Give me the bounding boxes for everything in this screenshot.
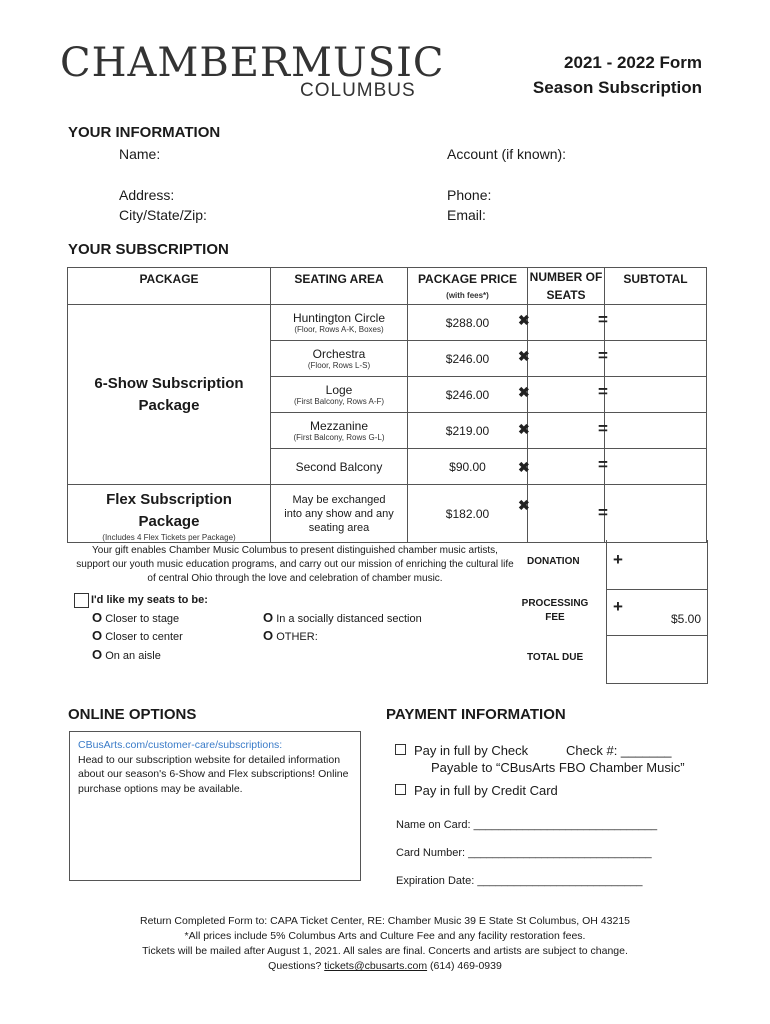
seats-cell[interactable] (528, 485, 605, 543)
checkbox-icon[interactable] (395, 784, 406, 795)
card-number-field[interactable]: Card Number: ______________________________ (396, 847, 652, 859)
subscription-link[interactable]: CBusArts.com/customer-care/subscriptions: (78, 739, 283, 751)
seating-area-note: (First Balcony, Rows G-L) (293, 433, 385, 442)
online-box (69, 731, 361, 881)
header-subtotal: SUBTOTAL (605, 268, 707, 305)
price-cell: $246.00 (408, 377, 528, 413)
seating-area-name: Loge (325, 383, 353, 397)
pref-closer-stage[interactable]: O Closer to stage (92, 610, 180, 625)
plus-icon: + (613, 550, 623, 569)
header-package: PACKAGE (68, 268, 271, 305)
header-seating: SEATING AREA (271, 268, 408, 305)
form-title-line1: 2021 - 2022 Form (564, 53, 702, 72)
pref-option-label: Closer to center (105, 631, 183, 643)
times-icon: ✖ (518, 459, 530, 475)
equals-icon: = (598, 419, 608, 438)
subtotal-cell[interactable] (605, 413, 707, 449)
city-label: City/State/Zip: (119, 207, 207, 223)
seat-pref-label: I'd like my seats to be: (91, 594, 208, 606)
seating-area-cell (271, 305, 408, 341)
times-icon: ✖ (518, 312, 530, 328)
six-show-line1: 6-Show Subscription (94, 374, 244, 392)
flex-line2: Package (138, 513, 200, 530)
flex-note: (Includes 4 Flex Tickets per Package) (102, 533, 236, 542)
subscription-heading: YOUR SUBSCRIPTION (68, 241, 229, 258)
seating-area-name: Mezzanine (309, 419, 369, 433)
flex-area: May be exchanged into any show and any seating area (271, 485, 408, 543)
online-heading: ONLINE OPTIONS (68, 706, 197, 723)
logo-subtitle: COLUMBUS (300, 80, 416, 101)
seats-cell[interactable] (528, 341, 605, 377)
seats-cell[interactable] (528, 449, 605, 485)
checkbox-icon[interactable] (395, 744, 406, 755)
six-show-line2: Package (138, 396, 200, 414)
seating-area-note: (First Balcony, Rows A-F) (293, 397, 385, 406)
seating-area-cell (271, 449, 408, 485)
seats-cell[interactable] (528, 413, 605, 449)
online-text: Head to our subscription website for detailed information about our season's 6-Show and Flex subscriptions! Online purchase options may be available. (78, 753, 349, 795)
footer-return: Return Completed Form to: CAPA Ticket Center, RE: Chamber Music 39 E State St Columbus, OH 43215 (139, 915, 630, 927)
pref-aisle[interactable]: O On an aisle (92, 647, 161, 662)
subscription-table (67, 267, 707, 543)
equals-icon: = (598, 455, 608, 474)
address-label: Address: (119, 187, 175, 203)
price-cell: $246.00 (408, 341, 528, 377)
header-price-label: PACKAGE PRICE (417, 272, 518, 286)
pay-card-option[interactable] (395, 783, 558, 798)
footer-contact (0, 959, 770, 974)
seating-area-name: Huntington Circle (292, 311, 386, 325)
footer-email[interactable]: tickets@cbusarts.com (324, 960, 428, 972)
pref-closer-center[interactable]: O Closer to center (92, 628, 183, 643)
gift-text: Your gift enables Chamber Music Columbus to present distinguished chamber music artists, support our youth music education programs, and carry out our mission of enriching the cultural life of central Ohio through the love and celebration of chamber music. (76, 545, 514, 584)
pref-option-label: Closer to stage (105, 613, 180, 625)
equals-icon: = (598, 346, 608, 365)
subtotal-cell[interactable] (605, 377, 707, 413)
total-due-label: TOTAL DUE (527, 652, 584, 663)
seating-area-note: (Floor, Rows A-K, Boxes) (294, 325, 384, 334)
name-label: Name: (119, 146, 161, 162)
footer-tickets: Tickets will be mailed after August 1, 2021. All sales are final. Concerts and artists are subject to change. (142, 945, 628, 957)
seats-cell[interactable] (528, 377, 605, 413)
pref-option-label: OTHER: (276, 631, 318, 643)
processing-fee-label: PROCESSING FEE (521, 598, 589, 623)
times-icon: ✖ (518, 348, 530, 364)
times-icon: ✖ (518, 497, 530, 513)
subtotal-cell[interactable] (605, 341, 707, 377)
logo: CHAMBERMUSIC (60, 40, 445, 86)
payment-heading: PAYMENT INFORMATION (386, 706, 566, 723)
header-price-note: (with fees*) (446, 291, 489, 300)
seating-area-cell (271, 377, 408, 413)
footer (0, 914, 770, 974)
seating-area-cell (271, 413, 408, 449)
flex-price: $182.00 (408, 485, 528, 543)
footer-questions: Questions? (268, 960, 322, 972)
subtotal-cell[interactable] (605, 449, 707, 485)
seat-pref-checkbox[interactable] (74, 593, 89, 608)
flex-package (68, 485, 271, 543)
pref-distanced[interactable]: O In a socially distanced section (263, 610, 422, 625)
expiration-field[interactable]: Expiration Date: ___________________________ (396, 875, 643, 887)
times-icon: ✖ (518, 384, 530, 400)
form-title (533, 50, 702, 100)
price-cell: $90.00 (408, 449, 528, 485)
subtotal-cell[interactable] (605, 485, 707, 543)
pref-option-label: In a socially distanced section (276, 613, 422, 625)
check-number: Check #: _______ (566, 743, 672, 758)
six-show-package (68, 305, 271, 485)
price-cell: $288.00 (408, 305, 528, 341)
account-label: Account (if known): (447, 146, 567, 162)
seating-area-cell (271, 341, 408, 377)
footer-fees: *All prices include 5% Columbus Arts and Culture Fee and any facility restoration fees. (184, 930, 586, 942)
pay-check-label: Pay in full by Check (414, 743, 529, 758)
form-title-line2: Season Subscription (532, 78, 702, 97)
seating-area-name: Orchestra (312, 347, 366, 361)
seats-cell[interactable] (528, 305, 605, 341)
pay-check-option[interactable] (395, 743, 528, 758)
name-on-card-field[interactable]: Name on Card: ______________________________ (396, 819, 658, 831)
equals-icon: = (598, 382, 608, 401)
donation-label: DONATION (527, 556, 580, 567)
equals-icon: = (598, 503, 608, 522)
pref-other[interactable]: O OTHER: (263, 628, 318, 643)
flex-line1: Flex Subscription (106, 491, 232, 508)
header-price (408, 268, 528, 305)
phone-label: Phone: (447, 187, 492, 203)
total-due-field[interactable] (607, 636, 707, 684)
pref-option-label: On an aisle (105, 650, 161, 662)
subtotal-cell[interactable] (605, 305, 707, 341)
seating-area-note: (Floor, Rows L-S) (307, 361, 371, 370)
processing-fee-value: $5.00 (607, 590, 707, 636)
header-seats: NUMBER OF SEATS (528, 268, 605, 305)
equals-icon: = (598, 310, 608, 329)
seating-area-name: Second Balcony (295, 459, 383, 474)
info-heading: YOUR INFORMATION (68, 124, 221, 141)
times-icon: ✖ (518, 421, 530, 437)
plus-icon: + (613, 597, 623, 616)
price-cell: $219.00 (408, 413, 528, 449)
payable-to: Payable to “CBusArts FBO Chamber Music” (431, 760, 685, 775)
footer-phone: (614) 469-0939 (430, 960, 502, 972)
email-label: Email: (447, 207, 486, 223)
pay-card-label: Pay in full by Credit Card (414, 783, 558, 798)
